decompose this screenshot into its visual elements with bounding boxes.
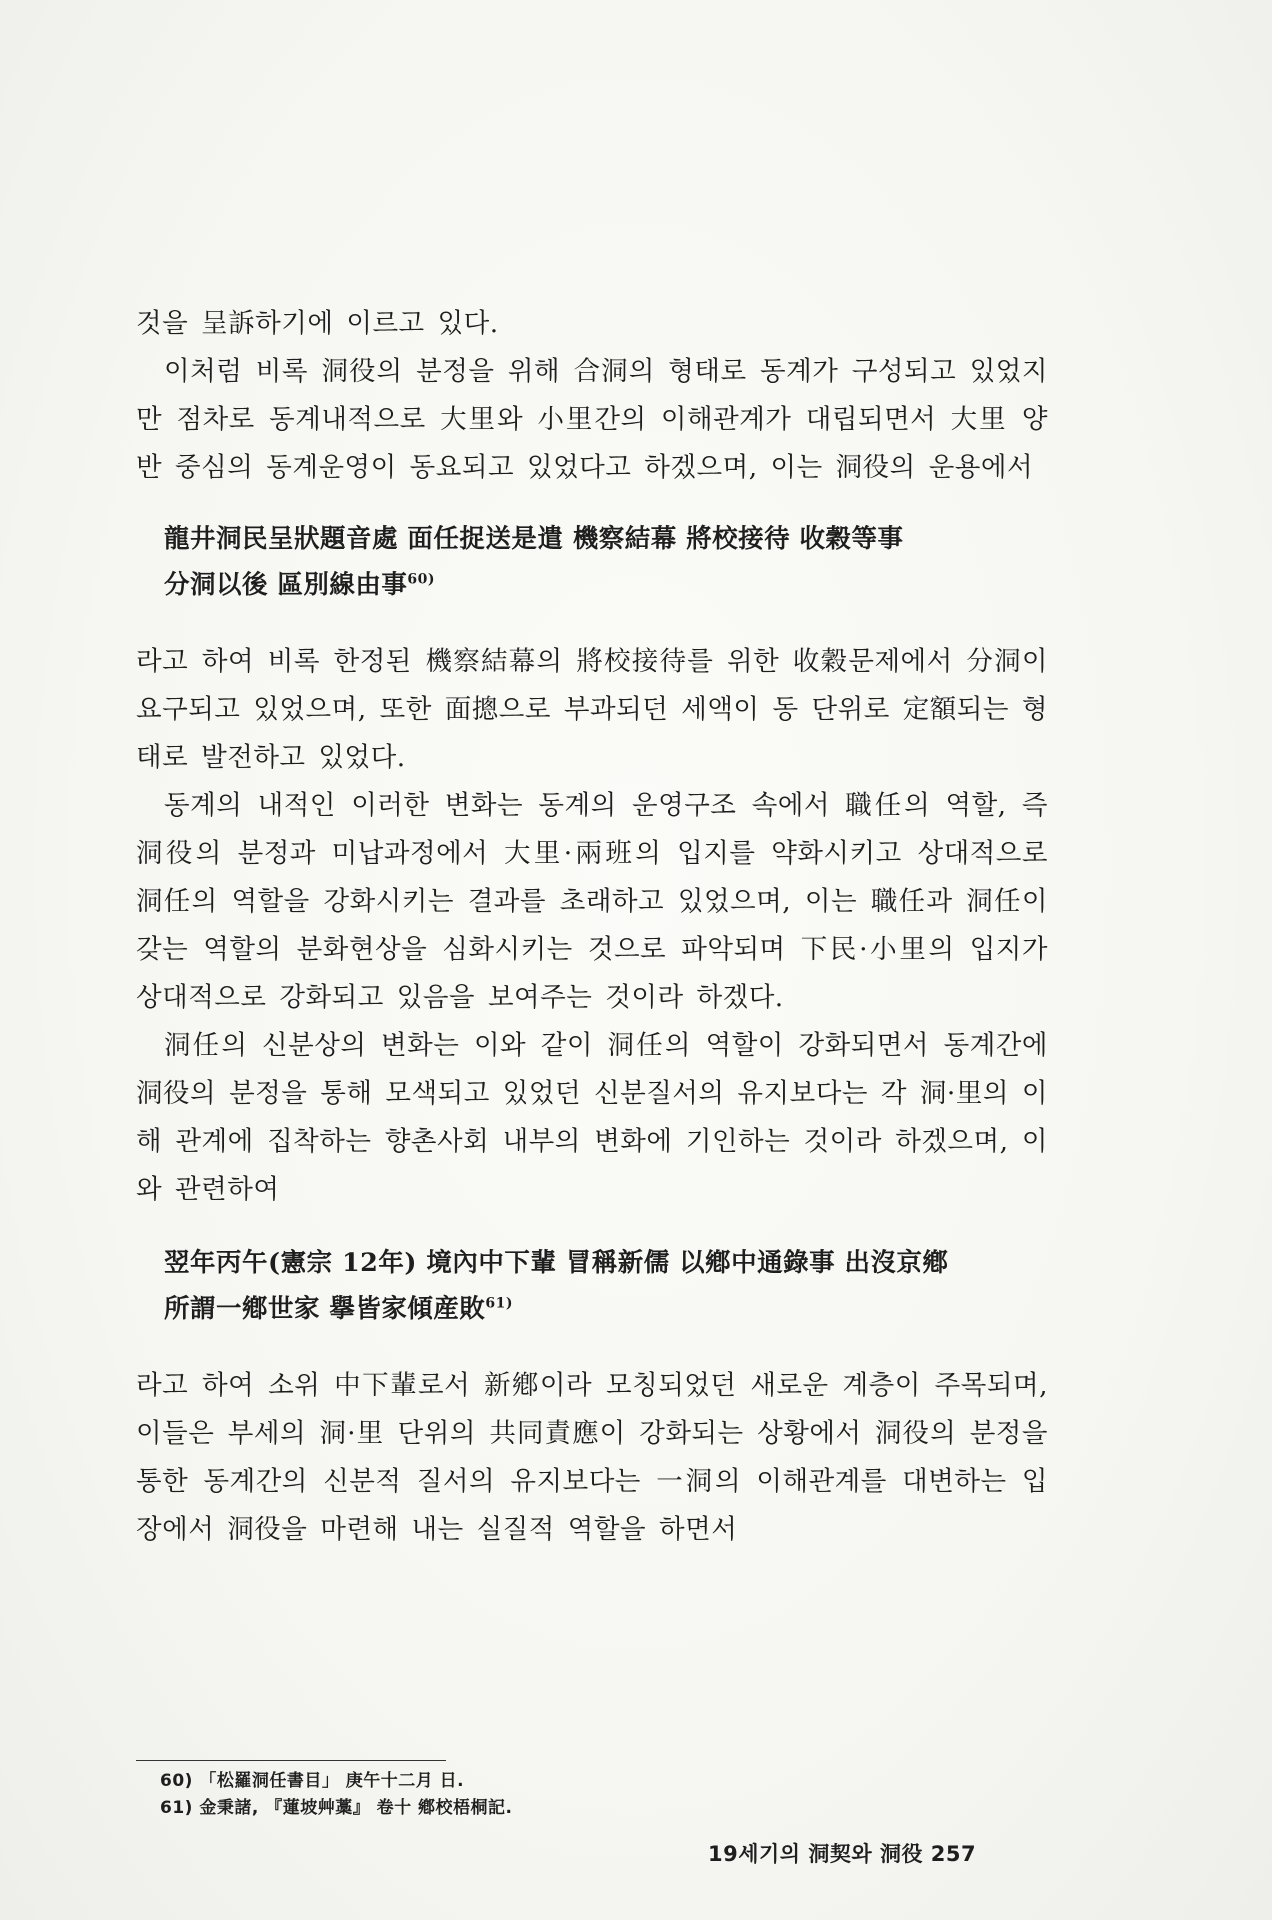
quotation-2-line-2	[164, 1286, 1048, 1332]
quotation-2	[136, 1240, 1048, 1332]
paragraph-3: 라고 하여 비록 한정된 機察結幕의 將校接待를 위한 收穀문제에서 分洞이 요구되고 있었으며, 또한 面摠으로 부과되던 세액이 동 단위로 定額되는 형태로 발전하고 있었다.	[136, 646, 1048, 773]
quotation-1	[136, 516, 1048, 608]
running-footer: 19세기의 洞契와 洞役 257	[708, 1842, 977, 1866]
footnote-60: 60) 「松羅洞任書目」 庚午十二月 日.	[160, 1771, 465, 1791]
quotation-1-line-1: 龍井洞民呈狀題音處 面任捉送是遣 機察結幕 將校接待 收穀等事	[164, 524, 904, 554]
footnote-ref-61: 61)	[485, 1295, 513, 1312]
paragraph-4: 동계의 내적인 이러한 변화는 동계의 운영구조 속에서 職任의 역할, 즉 洞役의 분정과 미납과정에서 大里·兩班의 입지를 약화시키고 상대적으로 洞任의 역할을 강화시키는 결과를 초래하고 있었으며, 이는 職任과 洞任이 갖는 역할의 분화현상을 심화시키는 것으로 파악되며 下民·小里의 입지가 상대적으로 강화되고 있음을 보여주는 것이라 하겠다.	[136, 790, 1048, 1013]
quotation-1-line-2-text: 分洞以後 區別線由事	[164, 570, 408, 600]
quotation-2-line-1: 翌年丙午(憲宗 12年) 境內中下輩 冒稱新儒 以鄕中通錄事 出沒京鄕	[164, 1248, 949, 1278]
footnote-divider	[136, 1760, 446, 1761]
paragraph-5: 洞任의 신분상의 변화는 이와 같이 洞任의 역할이 강화되면서 동계간에 洞役의 분정을 통해 모색되고 있었던 신분질서의 유지보다는 각 洞·里의 이해 관계에 집착하는 향촌사회 내부의 변화에 기인하는 것이라 하겠으며, 이와 관련하여	[136, 1030, 1048, 1205]
paragraph-6: 라고 하여 소위 中下輩로서 新鄕이라 모칭되었던 새로운 계층이 주목되며, 이들은 부세의 洞·里 단위의 共同責應이 강화되는 상황에서 洞役의 분정을 통한 동계간의 신분적 질서의 유지보다는 一洞의 이해관계를 대변하는 입장에서 洞役을 마련해 내는 실질적 역할을 하면서	[136, 1370, 1048, 1545]
paragraph-2: 이처럼 비록 洞役의 분정을 위해 合洞의 형태로 동계가 구성되고 있었지만 점차로 동계내적으로 大里와 小里간의 이해관계가 대립되면서 大里 양반 중심의 동계운영이 동요되고 있었다고 하겠으며, 이는 洞役의 운용에서	[136, 356, 1048, 483]
footnote-ref-60: 60)	[407, 571, 435, 588]
paragraph-1: 것을 呈訴하기에 이르고 있다.	[136, 308, 499, 339]
footnotes	[160, 1768, 1040, 1822]
quotation-2-line-2-text: 所謂一鄕世家 擧皆家傾産敗	[164, 1294, 486, 1324]
footnote-61: 61) 金秉諸, 『蓮坡艸藁』 卷十 鄕校梧桐記.	[160, 1798, 513, 1818]
main-text	[136, 300, 1048, 1554]
quotation-1-line-2	[164, 562, 1048, 608]
